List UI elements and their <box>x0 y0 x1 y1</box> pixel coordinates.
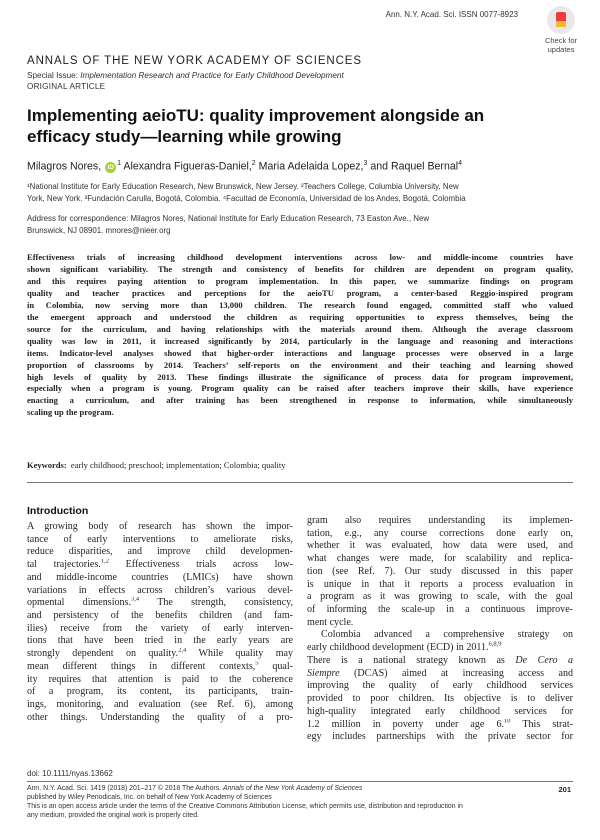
line-text: ment cycle. <box>307 616 354 628</box>
footer-journal-name: Annals of the New York Academy of Sciences <box>222 785 363 792</box>
line-text: ings, monitoring, and evaluation (see Ref. 6), among <box>27 699 293 711</box>
abstract-line: items. Indicator-level analyses showed that higher-order interactions and language processes were observed in a large <box>27 347 573 358</box>
line-text: and persistency of the benefits children (and fam- <box>27 610 293 622</box>
abstract-line: enacting a curriculum, and after training has been strengthened in response to information, while simultaneously <box>27 395 573 406</box>
keywords <box>27 460 286 470</box>
body-text-line <box>307 731 573 744</box>
line-text: provided to poor children. Its objective is to deliver <box>307 693 573 705</box>
body-text-line <box>27 559 293 572</box>
body-text-line <box>27 648 293 661</box>
correspondence-line: Brunswick, NJ 08901. mnores@nieer.org <box>27 225 171 235</box>
body-text-line <box>27 661 293 674</box>
section-divider <box>27 482 573 483</box>
crossmark-ribbon-tail-icon <box>556 21 566 27</box>
line-text: early childhood development (ECD) in 2011. <box>307 642 489 654</box>
line-text: tal trajectories. <box>27 559 101 571</box>
abstract <box>27 252 573 419</box>
body-text-line <box>307 680 573 693</box>
license-notice <box>27 803 573 821</box>
body-text-line <box>27 610 293 623</box>
abstract-line: quality was low in 2011, it increased significantly by 2014, particularly in the language and reasoning and interactions <box>27 335 573 346</box>
article-title: Implementing aeioTU: quality improvement alongside an efficacy study—learning while growing <box>27 106 485 146</box>
license-line: any medium, provided the original work is properly cited. <box>27 811 199 819</box>
line-text: and middle-income countries (LMICs) have shown <box>27 571 293 583</box>
body-text-line <box>307 655 573 668</box>
author-name: Alexandra Figueras-Daniel, <box>123 160 252 173</box>
body-text-line <box>27 623 293 636</box>
citation-ref: 3,4 <box>130 597 140 603</box>
section-heading-introduction: Introduction <box>27 505 89 517</box>
body-text-line <box>27 635 293 648</box>
footer-citation-text: Ann. N.Y. Acad. Sci. 1419 (2018) 201–217 © 2018 The Authors. <box>27 785 223 792</box>
author-affiliation-marker: 2 <box>251 160 256 167</box>
line-text: of a program, its content, its participants, train- <box>27 686 293 698</box>
citation-ref: 5 <box>255 660 259 667</box>
page-number: 201 <box>558 785 571 794</box>
body-text-line <box>307 668 573 681</box>
body-text-line <box>27 699 293 712</box>
line-text: reduce disparities, and improve child developmen- <box>27 546 293 558</box>
line-text: While quality may <box>186 648 293 660</box>
footer-divider <box>27 781 573 782</box>
line-text: strongly dependent on quality. <box>27 648 179 660</box>
italic-term: De Cero a <box>515 654 573 666</box>
affiliations <box>27 181 575 204</box>
abstract-line: shown significant variability. The strength and consistency of benefits for children are dependent on program quality, <box>27 263 573 274</box>
body-text-line <box>27 712 293 725</box>
citation-ref: 10 <box>503 718 511 725</box>
abstract-line: Effectiveness trials of increasing childhood development interventions across low- and middle-income countries have <box>27 252 573 262</box>
line-text: ity requires that attention is paid to the coherence <box>27 673 293 685</box>
abstract-line: scaling up the program. <box>27 407 114 418</box>
line-text: mean different things in different contexts, <box>27 660 256 672</box>
orcid-icon[interactable]: iD <box>105 162 116 173</box>
footer-citation-line: published by Wiley Periodicals, Inc. on behalf of New York Academy of Sciences <box>27 793 272 801</box>
body-text-line <box>307 579 573 592</box>
special-issue <box>27 71 344 80</box>
abstract-line: source for the curriculum, and having relationships with the materials around them. Although the average classroom <box>27 323 573 334</box>
author-affiliation-marker: 4 <box>458 160 463 167</box>
doi[interactable]: doi: 10.1111/nyas.13662 <box>27 769 113 778</box>
body-text-line <box>307 540 573 553</box>
line-text: other things. Understanding the quality of a pro- <box>27 711 293 723</box>
crossmark-ribbon-icon <box>556 12 566 21</box>
line-text: variations in effects across children’s various devel- <box>27 584 293 596</box>
author-list <box>27 160 587 173</box>
line-text: whether it was evaluated, how data were used, and <box>307 540 573 552</box>
affiliations-line: York, New York. ³Fundación Carulla, Bogotá, Colombia. ⁴Facultad de Economía, Universidad de los Andes, Bogotá, Colombia <box>27 193 466 203</box>
body-text-line <box>307 528 573 541</box>
body-text-line <box>307 693 573 706</box>
special-issue-label: Special Issue: <box>27 71 81 80</box>
line-text: The strength, consistency, <box>139 597 293 609</box>
special-issue-title: Implementation Research and Practice for Early Childhood Development <box>80 71 344 80</box>
line-text: a program as it was growing to scale, with the goal <box>307 591 573 603</box>
citation-ref: 2,4 <box>178 648 187 654</box>
author-name: and Raquel Bernal <box>370 160 459 173</box>
abstract-line: and this requires paying attention to program implementation. In this paper, we summarize findings on program <box>27 275 573 286</box>
footer-citation <box>27 785 467 803</box>
keywords-label: Keywords: <box>27 460 67 470</box>
line-text: (DCAS) aimed at increasing access and <box>339 667 573 679</box>
body-text-line <box>27 546 293 559</box>
running-head: Ann. N.Y. Acad. Sci. ISSN 0077-8923 <box>385 10 518 19</box>
license-line: This is an open access article under the terms of the Creative Commons Attribution License, which permits use, distribution and reproduction in <box>27 803 463 810</box>
line-text: Colombia advanced a comprehensive strategy on <box>321 629 573 641</box>
line-text: qual- <box>258 660 293 672</box>
body-text-line <box>27 597 293 610</box>
abstract-line: quality and teacher practices and perceptions for the aeioTU program, a center-based Reggio-inspired program <box>27 287 573 298</box>
line-text: of informing the scale-up in a continuous improve- <box>307 604 573 616</box>
line-text: Effectiveness trials across low- <box>108 559 293 571</box>
body-text-line <box>27 674 293 687</box>
correspondence-address <box>27 213 575 236</box>
crossmark-label <box>532 37 590 54</box>
line-text: what changes were made, for scalability and replica- <box>307 553 573 565</box>
line-text: tion (see Ref. 7). Our study discussed in this paper <box>307 565 573 577</box>
keywords-text: early childhood; preschool; implementation; Colombia; quality <box>70 460 286 470</box>
body-text-line <box>27 572 293 585</box>
italic-term: Siempre <box>307 667 340 679</box>
body-column-left <box>27 521 293 725</box>
line-text: improving the quality of early childhood services <box>307 680 573 692</box>
abstract-line: high levels of quality by 2013. These findings illustrate the significance of process data for program improvement, <box>27 371 573 382</box>
body-text-line <box>27 521 293 534</box>
author-name: Milagros Nores, <box>27 160 102 173</box>
line-text: ilies) receive from the variety of early interven- <box>27 622 293 634</box>
line-text: tation, e.g., any course corrections done early on, <box>307 527 573 539</box>
author-name: Maria Adelaida Lopez, <box>258 160 364 173</box>
line-text: high-quality integrated early childhood services for <box>307 705 573 717</box>
line-text: opmental dimensions. <box>27 597 131 609</box>
body-text-line <box>27 686 293 699</box>
crossmark-label-line1: Check for <box>544 36 578 45</box>
line-text: There is a national strategy known as <box>307 654 516 666</box>
body-text-line <box>307 629 573 642</box>
body-text-line <box>307 591 573 604</box>
body-text-line <box>307 553 573 566</box>
line-text: is unique in that it reports a process evaluation in <box>307 578 573 590</box>
line-text: A growing body of research has shown the impor- <box>27 521 293 532</box>
abstract-line: the emergent approach and understood the children as requiring opportunities to express themselves, being the <box>27 311 573 322</box>
article-type: ORIGINAL ARTICLE <box>27 82 106 91</box>
crossmark-label-line2: updates <box>547 44 575 54</box>
check-for-updates-badge[interactable] <box>532 4 590 62</box>
line-text: This strat- <box>510 718 573 730</box>
line-text: egy includes partnerships with the private sector for <box>307 731 573 743</box>
abstract-line: especially when a program is young. Program quality can be raised after teachers improve their skills, have experience <box>27 383 573 394</box>
body-text-line <box>27 534 293 547</box>
correspondence-line: Address for correspondence: Milagros Nores, National Institute for Early Education Research, 73 Easton Ave., New <box>27 214 430 223</box>
body-text-line <box>307 566 573 579</box>
line-text: gram also requires understanding its implemen- <box>307 515 573 526</box>
body-column-right <box>307 515 573 744</box>
body-text-line <box>307 617 573 630</box>
abstract-line: in Colombia, now serving more than 13,000 children. The research found engaged, committed staff who valued <box>27 299 573 310</box>
body-text-line <box>27 585 293 598</box>
line-text: 1.2 million in poverty under age 6. <box>307 718 504 730</box>
body-text-line <box>307 706 573 719</box>
citation-ref: 6,8,9 <box>488 640 502 648</box>
body-text-line <box>307 642 573 655</box>
footer-citation-line <box>27 785 467 794</box>
citation-ref: 1,2 <box>100 559 109 565</box>
author-affiliation-marker: 1 <box>117 160 122 167</box>
line-text: tions that have been tried in the early years are <box>27 635 293 647</box>
line-text: tance of early interventions to ameliorate risks, <box>27 533 293 545</box>
abstract-line: proportion of classrooms by 2014. Teachers’ self-reports on the environment and their teaching and learning showed <box>27 359 573 370</box>
body-text-line <box>307 515 573 528</box>
journal-name: ANNALS OF THE NEW YORK ACADEMY OF SCIENCES <box>27 55 362 67</box>
body-text-line <box>307 604 573 617</box>
affiliations-line: ¹National Institute for Early Education Research, New Brunswick, New Jersey. ²Teachers College, Columbia University, New <box>27 182 459 191</box>
body-text-line <box>307 719 573 732</box>
author-affiliation-marker: 3 <box>363 160 368 167</box>
